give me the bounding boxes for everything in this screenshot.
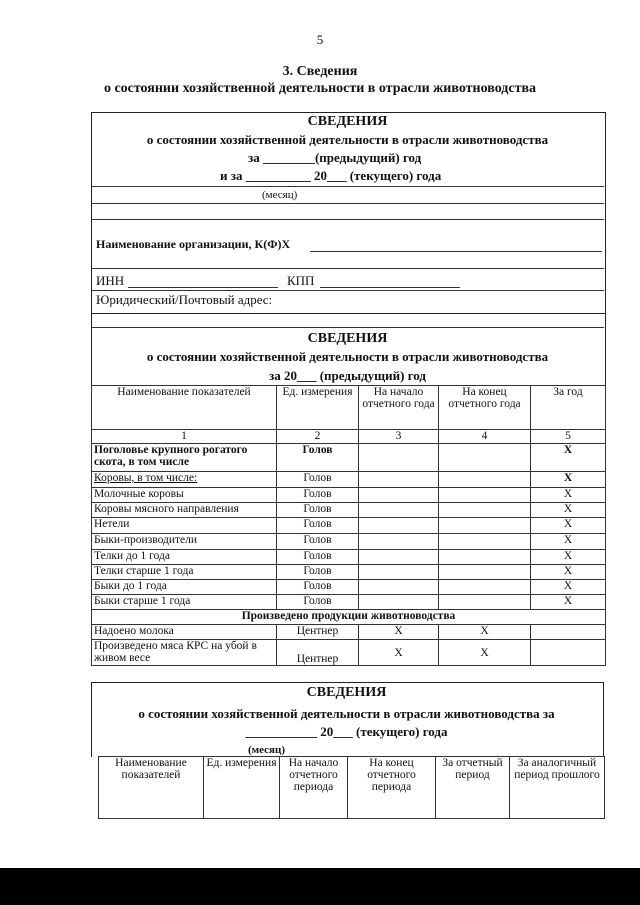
table1-title: СВЕДЕНИЯ: [307, 331, 388, 346]
row-name: Телки старше 1 года: [92, 565, 277, 580]
row-name: Быки-производители: [92, 534, 277, 550]
col-header-period: За отчетный период: [436, 757, 510, 819]
row-name: Нетели: [92, 518, 277, 534]
row-end-cell: Х: [439, 625, 531, 640]
row-end-cell[interactable]: [439, 503, 531, 518]
row-unit: Голов: [277, 534, 359, 550]
row-end-cell: Х: [439, 640, 531, 666]
col-header-start: На начало отчетного года: [359, 386, 439, 430]
row-year-cell: Х: [531, 488, 606, 503]
row-unit: Голов: [277, 565, 359, 580]
table-row: [92, 534, 606, 550]
row-unit: Голов: [277, 518, 359, 534]
row-year-cell: Х: [531, 518, 606, 534]
col-header-end: На конец отчетного периода: [348, 757, 436, 819]
kpp-label: КПП: [287, 273, 315, 288]
table-row: [92, 595, 606, 610]
form-current-year-line: и за __________ 20___ (текущего) года: [220, 168, 442, 183]
col-header-name: Наименование показателей: [99, 757, 204, 819]
table1-colnum-row: [92, 430, 606, 444]
row-start-cell[interactable]: [359, 534, 439, 550]
table-row: [92, 503, 606, 518]
address-label: Юридический/Почтовый адрес:: [96, 292, 273, 307]
row-name: Коровы, в том числе:: [92, 472, 277, 488]
table-row: [92, 518, 606, 534]
row-start-cell[interactable]: [359, 472, 439, 488]
table-row: [92, 580, 606, 595]
row-name: Поголовье крупного рогатого скота, в том числе: [92, 444, 277, 472]
table1-header-row: [92, 386, 606, 430]
table2-subtitle: о состоянии хозяйственной деятельности в отрасли животноводства за: [138, 706, 555, 721]
row-unit: Голов: [277, 550, 359, 565]
row-unit: Голов: [277, 488, 359, 503]
row-end-cell[interactable]: [439, 488, 531, 503]
row-unit: Голов: [277, 444, 359, 472]
form-prev-year-line: за ________(предыдущий) год: [248, 150, 422, 165]
table-row: [92, 444, 606, 472]
col-number: 1: [92, 430, 277, 444]
table2-period: ___________ 20___ (текущего) года: [245, 724, 448, 739]
col-header-prev-period: За аналогичный период прошлого: [510, 757, 605, 819]
row-name: Быки старше 1 года: [92, 595, 277, 610]
form-title: СВЕДЕНИЯ: [307, 114, 388, 129]
table2-title: СВЕДЕНИЯ: [306, 685, 387, 700]
row-start-cell[interactable]: [359, 580, 439, 595]
row-end-cell[interactable]: [439, 518, 531, 534]
row-start-cell[interactable]: [359, 565, 439, 580]
org-name-label: Наименование организации, К(Ф)Х: [96, 237, 291, 251]
row-start-cell[interactable]: [359, 503, 439, 518]
col-header-unit: Ед. измерения: [204, 757, 280, 819]
table-row: [92, 472, 606, 488]
col-number: 5: [531, 430, 606, 444]
row-start-cell[interactable]: [359, 518, 439, 534]
col-header-end: На конец отчетного года: [439, 386, 531, 430]
row-year-cell: Х: [531, 472, 606, 488]
table2-header-row: [99, 757, 605, 819]
page-number: 5: [316, 32, 324, 47]
col-number: 2: [277, 430, 359, 444]
row-name: Произведено мяса КРС на убой в живом весе: [92, 640, 277, 666]
form-divider: [91, 268, 604, 269]
row-start-cell[interactable]: [359, 488, 439, 503]
scan-edge-bar: [0, 868, 640, 905]
row-unit: Голов: [277, 503, 359, 518]
org-name-fill-line[interactable]: [310, 251, 602, 252]
row-unit: Голов: [277, 595, 359, 610]
col-header-name: Наименование показателей: [92, 386, 277, 430]
table1-subtitle: о состоянии хозяйственной деятельности в отрасли животноводства: [146, 349, 549, 364]
row-end-cell[interactable]: [439, 550, 531, 565]
row-start-cell: Х: [359, 640, 439, 666]
row-unit: Центнер: [277, 625, 359, 640]
row-name: Коровы мясного направления: [92, 503, 277, 518]
row-year-cell[interactable]: [531, 625, 606, 640]
inn-label: ИНН: [96, 273, 125, 288]
row-end-cell[interactable]: [439, 472, 531, 488]
form-divider: [91, 186, 604, 187]
table-row: [92, 550, 606, 565]
form-divider: [91, 327, 604, 328]
row-start-cell[interactable]: [359, 444, 439, 472]
row-name: Молочные коровы: [92, 488, 277, 503]
col-header-year: За год: [531, 386, 606, 430]
row-start-cell[interactable]: [359, 550, 439, 565]
table2-grid: [98, 756, 605, 819]
col-header-start: На начало отчетного периода: [280, 757, 348, 819]
inn-fill-line[interactable]: [128, 287, 278, 288]
section-produced-label: Произведено продукции животноводства: [92, 610, 606, 625]
row-year-cell: Х: [531, 534, 606, 550]
section-heading: 3. Сведения: [282, 64, 358, 79]
form-divider: [91, 203, 604, 204]
row-end-cell[interactable]: [439, 444, 531, 472]
row-year-cell: Х: [531, 580, 606, 595]
row-year-cell: Х: [531, 565, 606, 580]
table2-month-caption: (месяц): [248, 744, 286, 756]
table-row: [92, 625, 606, 640]
table1-grid: [91, 385, 606, 666]
row-year-cell: Х: [531, 595, 606, 610]
row-unit: Центнер: [277, 640, 359, 666]
row-start-cell: Х: [359, 625, 439, 640]
row-name: Телки до 1 года: [92, 550, 277, 565]
section-subheading: о состоянии хозяйственной деятельности в отрасли животноводства: [103, 81, 537, 96]
table-row: [92, 565, 606, 580]
kpp-fill-line[interactable]: [320, 287, 460, 288]
row-end-cell[interactable]: [439, 534, 531, 550]
row-start-cell[interactable]: [359, 595, 439, 610]
section-row: [92, 610, 606, 625]
table-row: [92, 488, 606, 503]
month-caption: (месяц): [262, 189, 298, 201]
row-year-cell[interactable]: [531, 640, 606, 666]
table-row: [92, 640, 606, 666]
form-subtitle: о состоянии хозяйственной деятельности в отрасли животноводства: [146, 132, 549, 147]
row-end-cell[interactable]: [439, 595, 531, 610]
form-divider: [91, 290, 604, 291]
row-year-cell: Х: [531, 444, 606, 472]
table1-period: за 20___ (предыдущий) год: [269, 368, 426, 383]
row-end-cell[interactable]: [439, 580, 531, 595]
col-number: 3: [359, 430, 439, 444]
row-unit: Голов: [277, 580, 359, 595]
row-name: Быки до 1 года: [92, 580, 277, 595]
form-divider: [91, 219, 604, 220]
col-number: 4: [439, 430, 531, 444]
row-year-cell: Х: [531, 550, 606, 565]
row-unit: Голов: [277, 472, 359, 488]
row-end-cell[interactable]: [439, 565, 531, 580]
col-header-unit: Ед. измерения: [277, 386, 359, 430]
row-name: Надоено молока: [92, 625, 277, 640]
row-year-cell: Х: [531, 503, 606, 518]
